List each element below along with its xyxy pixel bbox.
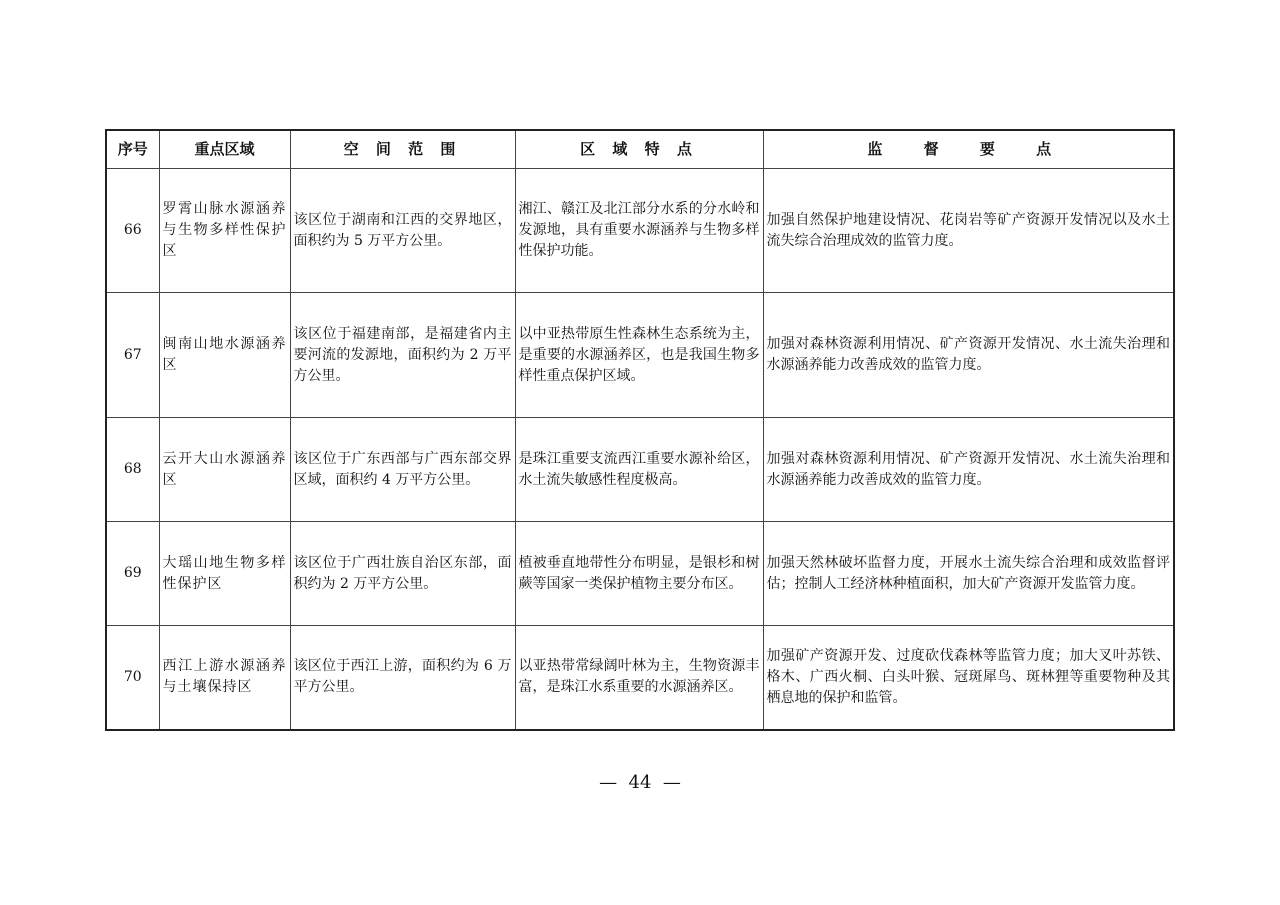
row-area: 闽南山地水源涵养区: [159, 293, 290, 418]
header-points: 监 督 要 点: [763, 130, 1174, 169]
row-index: 70: [106, 626, 159, 730]
row-scope: 该区位于西江上游，面积约为 6 万平方公里。: [290, 626, 515, 730]
row-index: 67: [106, 293, 159, 418]
header-index: 序号: [106, 130, 159, 169]
row-features: 植被垂直地带性分布明显，是银杉和树蕨等国家一类保护植物主要分布区。: [515, 522, 763, 626]
table-row: [106, 169, 1174, 293]
row-points: 加强矿产资源开发、过度砍伐森林等监管力度；加大叉叶苏铁、格木、广西火桐、白头叶猴、冠斑犀鸟、斑林狸等重要物种及其栖息地的保护和监管。: [763, 626, 1174, 730]
row-points: 加强对森林资源利用情况、矿产资源开发情况、水土流失治理和水源涵养能力改善成效的监管力度。: [763, 418, 1174, 522]
table-row: [106, 626, 1174, 730]
row-points: 加强天然林破坏监督力度，开展水土流失综合治理和成效监督评估；控制人工经济林种植面积，加大矿产资源开发监管力度。: [763, 522, 1174, 626]
header-row: [106, 130, 1174, 169]
row-features: 是珠江重要支流西江重要水源补给区，水土流失敏感性程度极高。: [515, 418, 763, 522]
header-area: 重点区域: [159, 130, 290, 169]
row-index: 69: [106, 522, 159, 626]
row-index: 66: [106, 169, 159, 293]
table-header: [106, 130, 1174, 169]
table-row: [106, 522, 1174, 626]
table-row: [106, 418, 1174, 522]
row-features: 湘江、赣江及北江部分水系的分水岭和发源地，具有重要水源涵养与生物多样性保护功能。: [515, 169, 763, 293]
row-features: 以中亚热带原生性森林生态系统为主，是重要的水源涵养区，也是我国生物多样性重点保护区域。: [515, 293, 763, 418]
table-row: [106, 293, 1174, 418]
row-points: 加强自然保护地建设情况、花岗岩等矿产资源开发情况以及水土流失综合治理成效的监管力度。: [763, 169, 1174, 293]
row-scope: 该区位于广西壮族自治区东部，面积约为 2 万平方公里。: [290, 522, 515, 626]
key-areas-table: [105, 129, 1175, 731]
row-scope: 该区位于湖南和江西的交界地区，面积约为 5 万平方公里。: [290, 169, 515, 293]
header-features: 区 域 特 点: [515, 130, 763, 169]
page-number: — 44 —: [599, 772, 681, 793]
header-scope: 空 间 范 围: [290, 130, 515, 169]
row-scope: 该区位于广东西部与广西东部交界区域，面积约 4 万平方公里。: [290, 418, 515, 522]
row-scope: 该区位于福建南部，是福建省内主要河流的发源地，面积约为 2 万平方公里。: [290, 293, 515, 418]
row-area: 云开大山水源涵养区: [159, 418, 290, 522]
row-area: 罗霄山脉水源涵养与生物多样性保护区: [159, 169, 290, 293]
row-features: 以亚热带常绿阔叶林为主，生物资源丰富，是珠江水系重要的水源涵养区。: [515, 626, 763, 730]
row-points: 加强对森林资源利用情况、矿产资源开发情况、水土流失治理和水源涵养能力改善成效的监管力度。: [763, 293, 1174, 418]
row-index: 68: [106, 418, 159, 522]
row-area: 大瑶山地生物多样性保护区: [159, 522, 290, 626]
table-body: [106, 169, 1174, 730]
row-area: 西江上游水源涵养与土壤保持区: [159, 626, 290, 730]
